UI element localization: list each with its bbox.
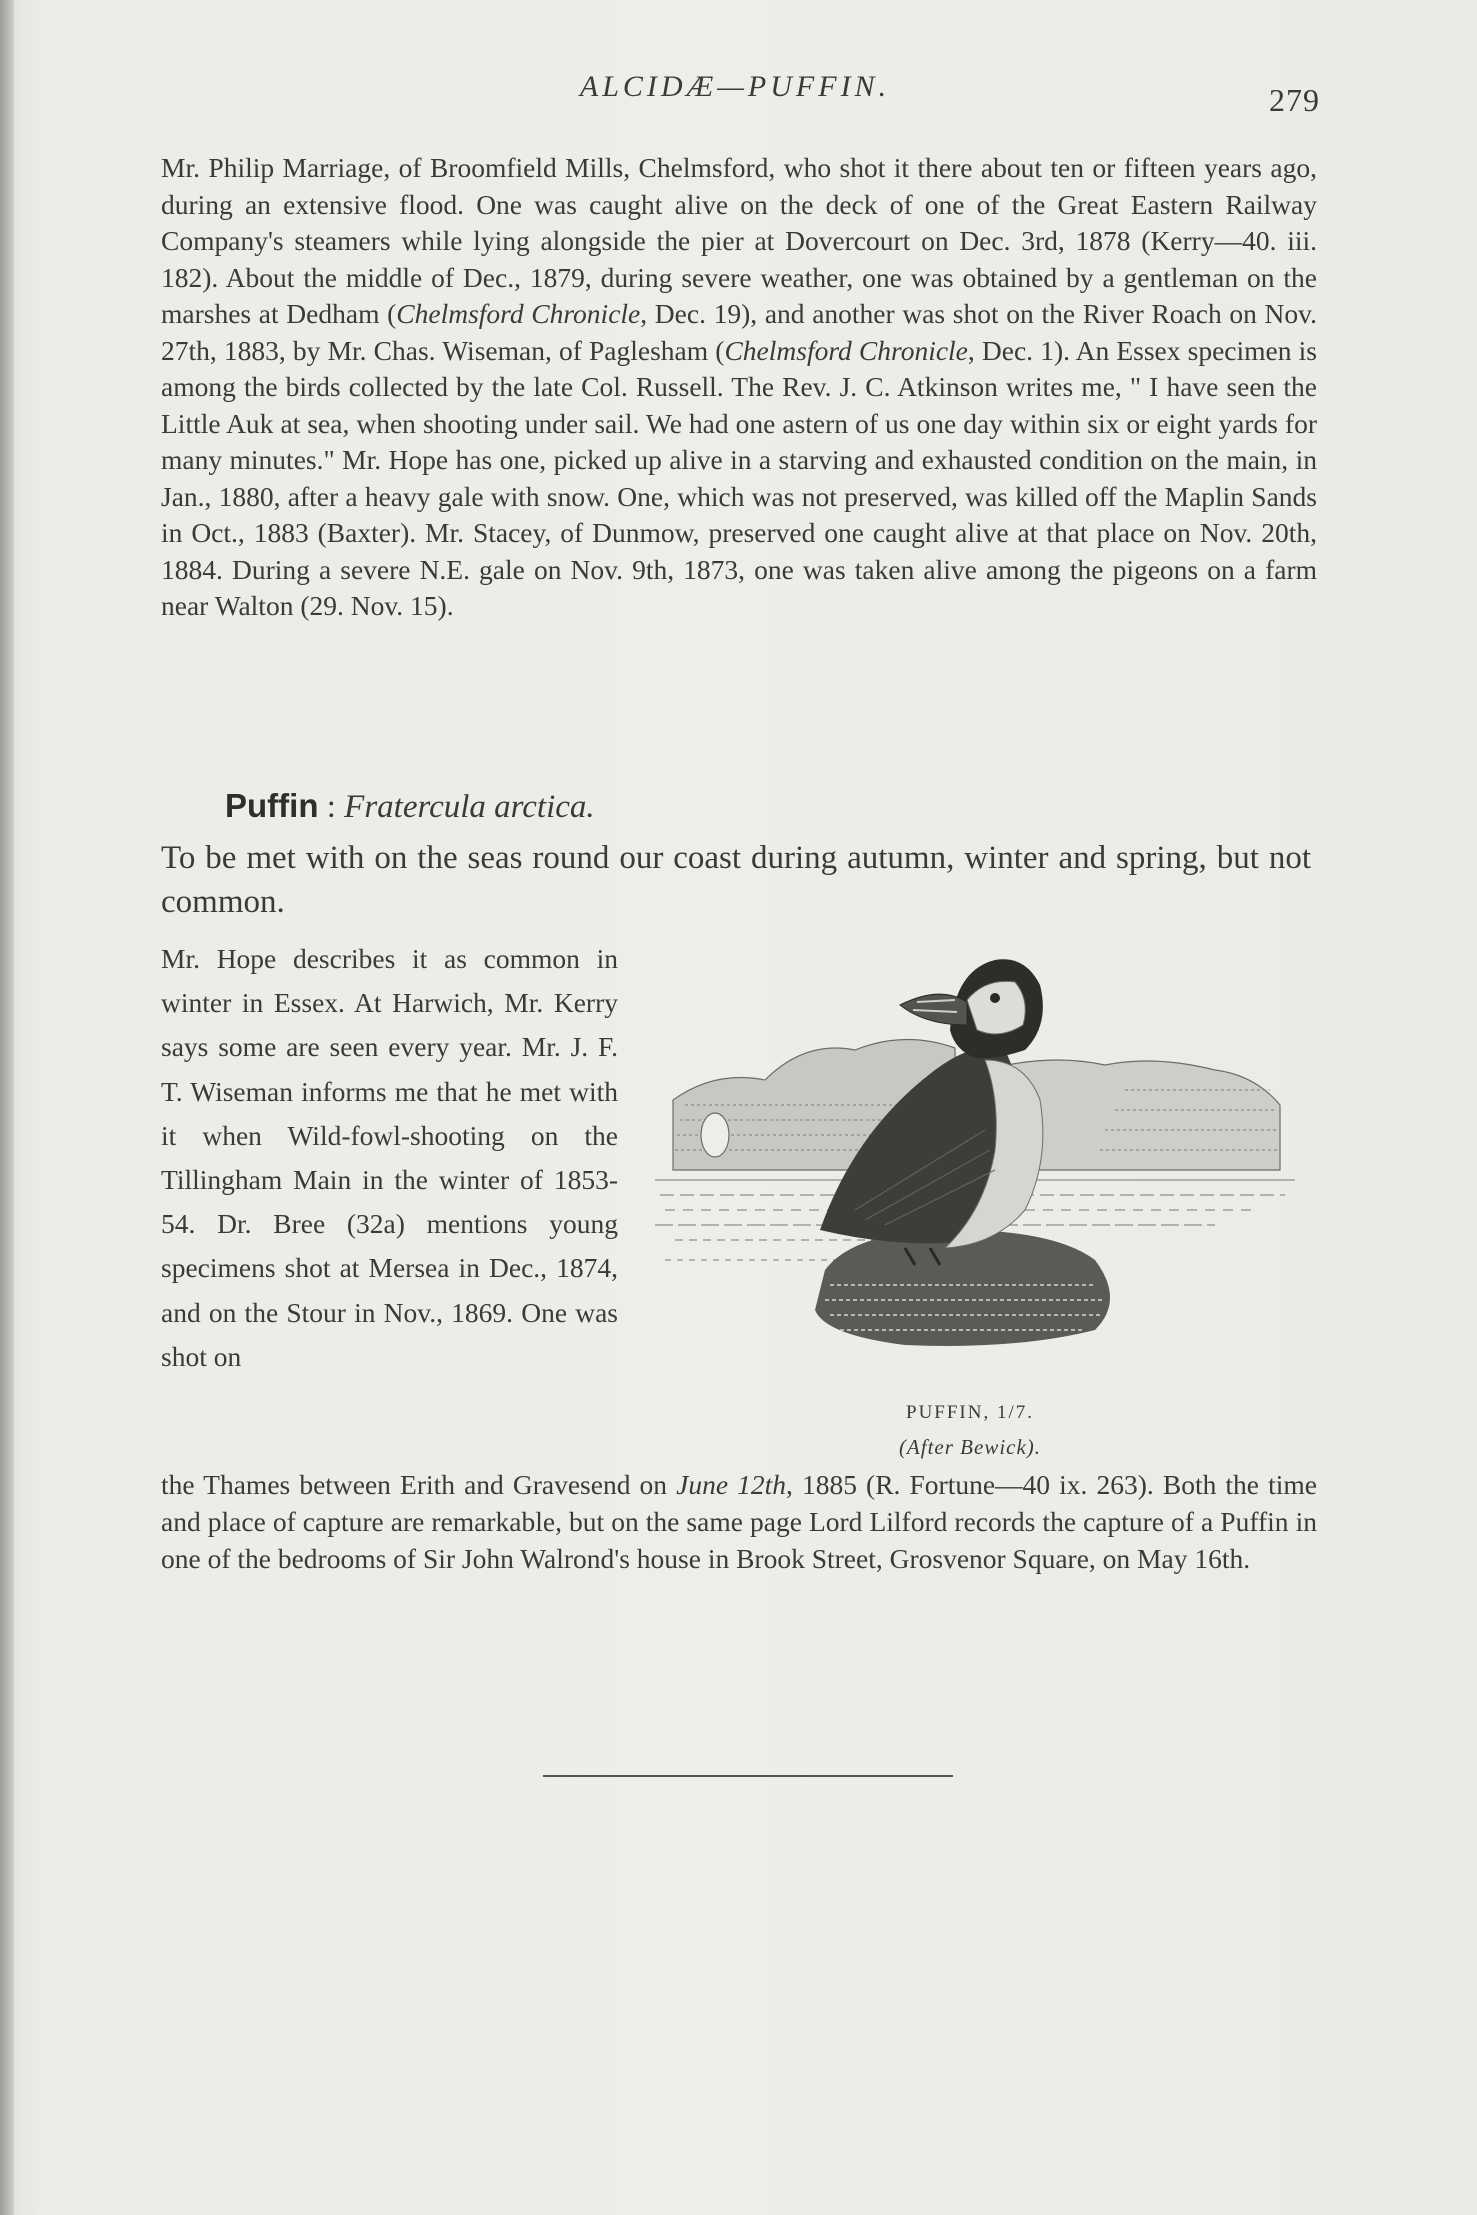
continued-text-c: , 1885 (R. Fortune—40 ix. 263). Both the time and place of capture are remarkable, but on the same page Lord Lilford records the capture of a Puffin in one of the bedrooms of Sir John Walrond's house in Brook Street, Grosvenor Square, on May 16th. [161,1469,1317,1574]
perch-rock [815,1230,1110,1346]
para1-text-c: , Dec. 19), and another was shot on the River Roach on Nov. 27th, 1883, by Mr. Chas. Wiseman, of Paglesham ( [161,298,1318,366]
running-title: ALCIDÆ—PUFFIN. [579,70,891,103]
species-common-name: Puffin [225,787,319,824]
running-head [150,70,1320,120]
page-number: 279 [1269,82,1320,118]
end-rule-divider [543,1775,953,1777]
figure-caption-source: (After Bewick). [898,1435,1042,1459]
continued-date: June 12th [676,1469,787,1500]
para1-citation-2: Chelmsford Chronicle [724,334,968,366]
little-auk-paragraph [161,150,1317,625]
page-spine-shadow [0,0,14,2215]
species-scientific-name: Fratercula arctica. [344,789,595,825]
wrapped-paragraph: Mr. Hope describes it as common in winter in Essex. At Harwich, Mr. Kerry says some are seen every year. Mr. J. F. T. Wiseman informs me that he met with it when Wild-fowl-shooting on the Tillingham Main in the winter of 1853-54. Dr. Bree (32a) mentions young specimens shot at Mersea in Dec., 1874, and on the Stour in Nov., 1869. One was shot on [161,943,618,1372]
figure-caption-title: PUFFIN, 1/7. [906,1402,1034,1423]
continued-text-a: the Thames between Erith and Gravesend on [161,1469,677,1500]
para1-citation-1: Chelmsford Chronicle [396,298,641,329]
puffin-illustration [655,930,1305,1400]
heading-separator: : [318,789,345,825]
species-status-text: To be met with on the seas round our coast during autumn, winter and spring, but not common. [161,840,1311,920]
continued-paragraph [161,1466,1317,1577]
para1-text-a: Mr. Philip Marriage, of Broomfield Mills, Chelmsford, who shot it there about ten or fifteen years ago, during an extensive flood. One was caught alive on the deck of one of the Great Eastern Railway Company's steamers while lying alongside the pier at Dovercourt on Dec. 3rd, 1878 (Kerry—40. iii. 182). About the middle of Dec., 1879, during severe weather, one was obtained by a gentleman on the marshes at Dedham ( [161,152,1317,329]
para1-text-e: , Dec. 1). An Essex specimen is among the birds collected by the late Col. Russell. The Rev. J. C. Atkinson writes me, " I have seen the Little Auk at sea, when shooting under sail. We had one astern of us one day within six or eight yards for many minutes." Mr. Hope has one, picked up alive in a starving and exhausted condition on the main, in Jan., 1880, after a heavy gale with snow. One, which was not preserved, was killed off the Maplin Sands in Oct., 1883 (Baxter). Mr. Stacey, of Dunmow, preserved one caught alive at that place on Nov. 20th, 1884. During a severe N.E. gale on Nov. 9th, 1873, one was taken alive among the pigeons on a farm near Walton (29. Nov. 15). [161,334,1317,621]
species-heading [225,787,595,826]
